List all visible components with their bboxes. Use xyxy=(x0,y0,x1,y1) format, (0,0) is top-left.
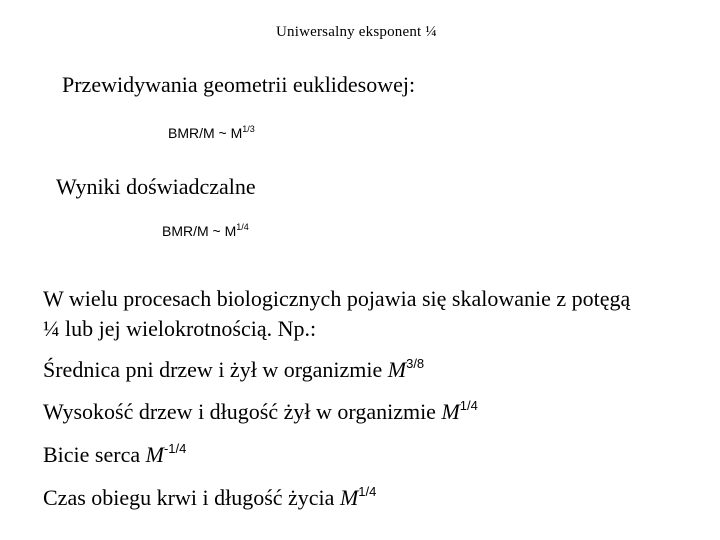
paragraph-line-2: ¼ lub jej wielokrotnością. Np.: xyxy=(43,316,317,341)
example-symbol: M xyxy=(145,442,164,467)
example-text: Wysokość drzew i długość żył w organizmie xyxy=(43,399,442,424)
example-exponent: 1/4 xyxy=(358,484,377,499)
example-text: Bicie serca xyxy=(43,442,146,467)
slide-title: Uniwersalny eksponent ¼ xyxy=(276,24,437,40)
example-exponent: 1/4 xyxy=(459,398,478,413)
results-heading: Wyniki doświadczalne xyxy=(56,174,256,199)
example-symbol: M xyxy=(387,357,407,382)
observed-formula xyxy=(162,222,249,239)
predicted-formula xyxy=(168,124,255,141)
example-exponent: 3/8 xyxy=(406,356,425,371)
example-symbol: M xyxy=(339,485,359,510)
observed-formula-exponent: 1/4 xyxy=(236,222,249,232)
example-item xyxy=(43,398,478,425)
example-symbol: M xyxy=(441,399,460,424)
example-exponent: -1/4 xyxy=(163,441,187,456)
predicted-formula-exponent: 1/3 xyxy=(242,124,255,134)
example-text: Czas obiegu krwi i długość życia xyxy=(43,485,340,510)
observed-formula-base: BMR/M ~ M xyxy=(162,223,237,239)
predictions-heading: Przewidywania geometrii euklidesowej: xyxy=(62,72,416,97)
scaling-paragraph xyxy=(43,284,703,344)
predicted-formula-base: BMR/M ~ M xyxy=(168,125,243,141)
paragraph-line-1: W wielu procesach biologicznych pojawia się skalowanie z potęgą xyxy=(43,286,631,311)
example-item xyxy=(43,356,424,383)
example-item xyxy=(43,441,186,468)
example-item xyxy=(43,484,376,511)
example-text: Średnica pni drzew i żył w organizmie xyxy=(43,357,388,382)
